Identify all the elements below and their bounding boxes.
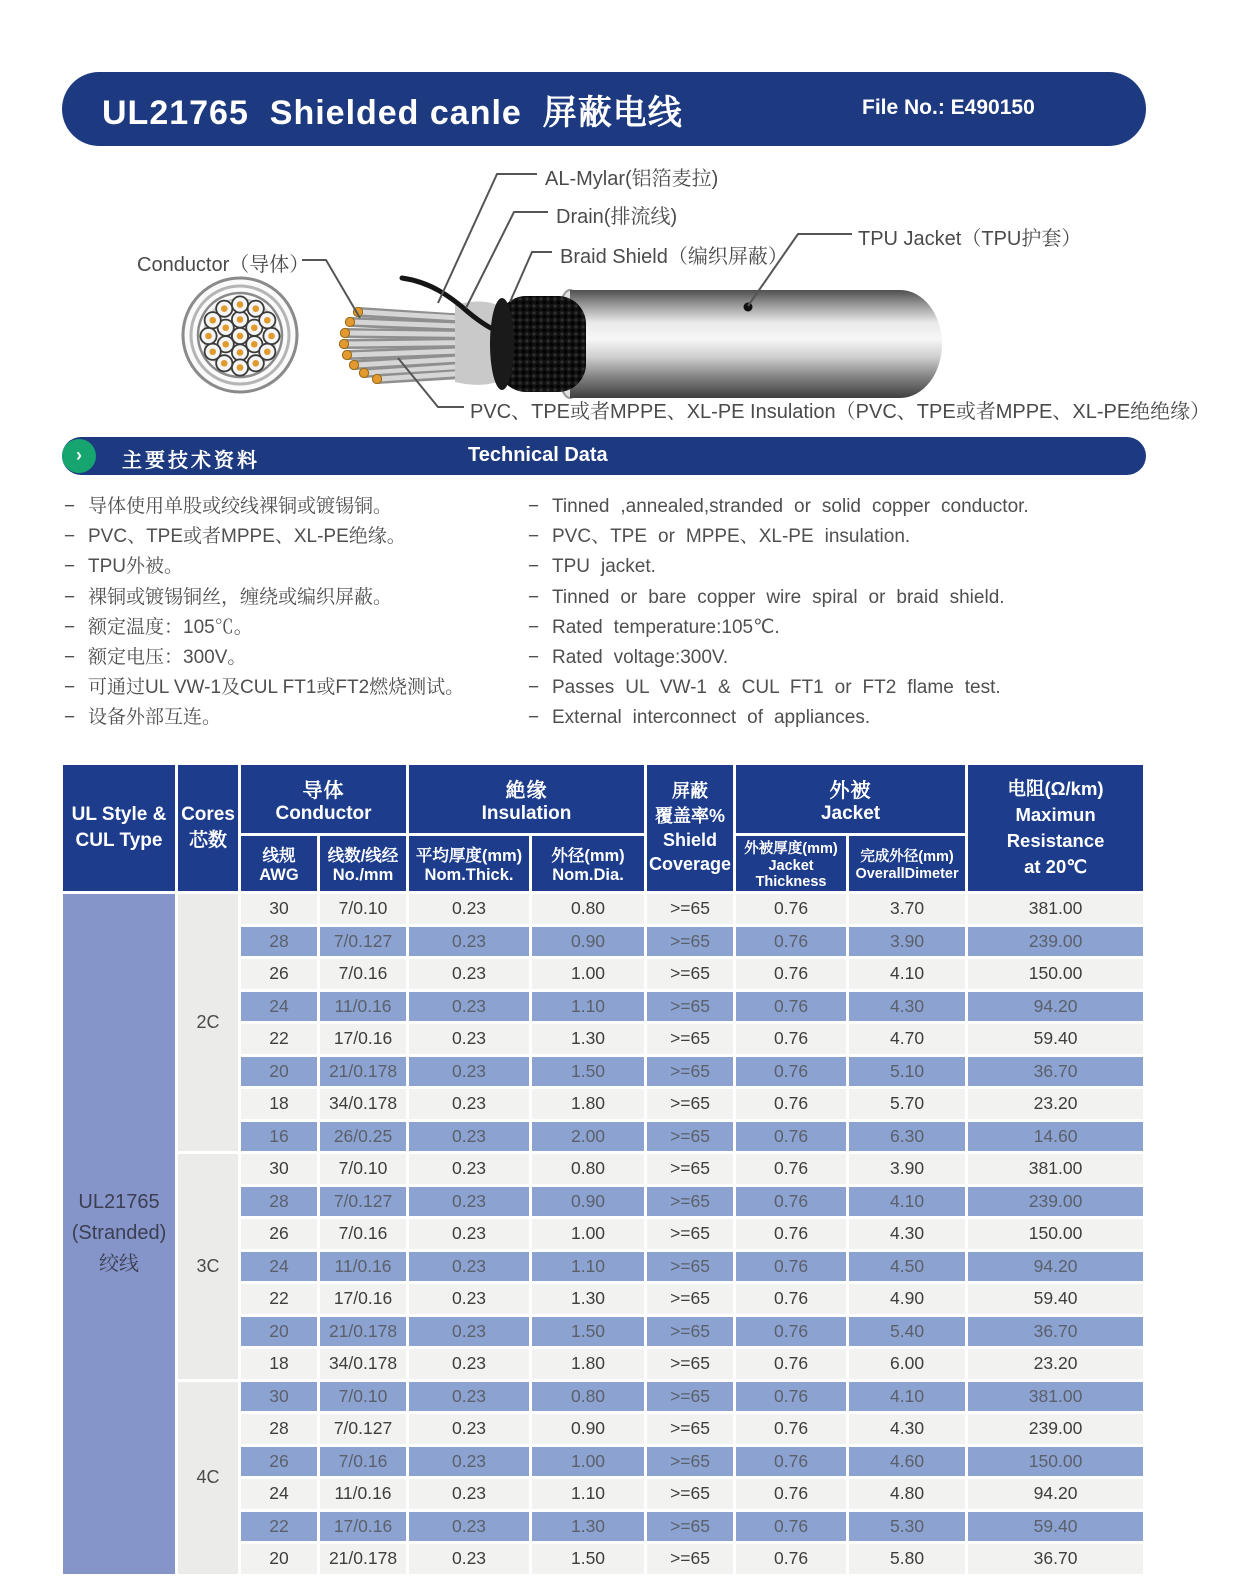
table-cell: 21/0.178	[320, 1057, 406, 1087]
table-cell: 0.76	[736, 1447, 846, 1477]
table-cell: 1.50	[532, 1317, 644, 1347]
feature-item-zh	[64, 613, 524, 643]
table-cell: 20	[241, 1317, 317, 1347]
table-cell: 7/0.10	[320, 1154, 406, 1184]
table-cell: 0.76	[736, 1024, 846, 1054]
table-cell: 17/0.16	[320, 1284, 406, 1314]
tpu-jacket-body	[570, 290, 900, 398]
bullet-dash: −	[528, 616, 540, 638]
feature-text: TPU jacket.	[552, 556, 656, 578]
table-cell: 7/0.16	[320, 959, 406, 989]
table-cell: 0.76	[736, 1317, 846, 1347]
col-header-awg: 线规 AWG	[241, 836, 317, 891]
feature-item-en	[528, 583, 1128, 613]
table-cell: >=65	[647, 1024, 733, 1054]
table-cell: 0.76	[736, 1544, 846, 1574]
table-cell: 0.76	[736, 927, 846, 957]
feature-item-en	[528, 522, 1128, 552]
bullet-dash: −	[528, 707, 540, 729]
bullet-dash: −	[528, 526, 540, 548]
table-cell: 7/0.16	[320, 1219, 406, 1249]
table-cell: 0.23	[409, 1057, 529, 1087]
table-cell: >=65	[647, 1544, 733, 1574]
table-cell: 11/0.16	[320, 1479, 406, 1509]
table-cell: 2.00	[532, 1122, 644, 1152]
table-cell: 0.76	[736, 1512, 846, 1542]
spec-table	[60, 762, 1146, 1577]
table-cell: 0.23	[409, 1219, 529, 1249]
table-cell: 0.76	[736, 1349, 846, 1379]
table-cell: 23.20	[968, 1349, 1143, 1379]
table-cell: 4.30	[849, 1219, 965, 1249]
bullet-dash: −	[64, 496, 76, 517]
cross-section	[183, 278, 297, 392]
table-cell: 22	[241, 1512, 317, 1542]
jacket-marker-dot	[744, 303, 753, 312]
table-cell: >=65	[647, 1414, 733, 1444]
table-cell: >=65	[647, 1057, 733, 1087]
chevron-circle-icon	[62, 439, 96, 473]
table-cell: 0.76	[736, 1284, 846, 1314]
table-cell: 4.50	[849, 1252, 965, 1282]
feature-text: Tinned ,annealed,stranded or solid copper conductor.	[552, 496, 1029, 517]
table-cell: 0.90	[532, 1187, 644, 1217]
table-cell: 381.00	[968, 1382, 1143, 1412]
table-cell: 0.76	[736, 1187, 846, 1217]
table-cell: 381.00	[968, 1154, 1143, 1184]
table-cell: 0.80	[532, 894, 644, 924]
spec-table-container	[60, 762, 1146, 1577]
table-cell: 1.80	[532, 1089, 644, 1119]
table-cell: 1.30	[532, 1024, 644, 1054]
feature-item-en	[528, 552, 1128, 582]
table-cell: 24	[241, 992, 317, 1022]
cores-cell-4C: 4C	[178, 1382, 238, 1574]
table-cell: 59.40	[968, 1284, 1143, 1314]
feature-text: External interconnect of appliances.	[552, 707, 871, 729]
table-cell: 5.30	[849, 1512, 965, 1542]
table-cell: 22	[241, 1284, 317, 1314]
label-drain: Drain(排流线)	[556, 206, 678, 228]
table-cell: 18	[241, 1089, 317, 1119]
feature-text: 设备外部互连。	[88, 707, 222, 729]
table-cell: 0.76	[736, 1089, 846, 1119]
table-cell: >=65	[647, 1154, 733, 1184]
table-cell: >=65	[647, 1252, 733, 1282]
table-row	[63, 894, 1143, 924]
table-cell: 26/0.25	[320, 1122, 406, 1152]
label-braid-shield: Braid Shield（编织屏蔽）	[560, 246, 788, 268]
table-cell: 0.23	[409, 1414, 529, 1444]
table-cell: 0.23	[409, 1089, 529, 1119]
table-cell: 1.00	[532, 1447, 644, 1477]
page-title: UL21765 Shielded canle 屏蔽电线	[102, 93, 683, 132]
table-cell: 1.50	[532, 1544, 644, 1574]
jacket-end-cap	[858, 290, 942, 398]
table-cell: 4.90	[849, 1284, 965, 1314]
table-cell: 150.00	[968, 1447, 1143, 1477]
table-cell: 4.10	[849, 959, 965, 989]
table-cell: 59.40	[968, 1512, 1143, 1542]
table-row	[63, 1382, 1143, 1412]
table-cell: >=65	[647, 1089, 733, 1119]
table-cell: >=65	[647, 1447, 733, 1477]
table-cell: 1.00	[532, 959, 644, 989]
feature-text: 可通过UL VW-1及CUL FT1或FT2燃烧测试。	[88, 677, 465, 699]
table-cell: 28	[241, 1414, 317, 1444]
table-cell: 7/0.127	[320, 1414, 406, 1444]
table-cell: 7/0.127	[320, 1187, 406, 1217]
table-cell: >=65	[647, 1219, 733, 1249]
section-title-en: Technical Data	[468, 444, 608, 466]
table-cell: 16	[241, 1122, 317, 1152]
table-cell: >=65	[647, 927, 733, 957]
table-cell: >=65	[647, 1382, 733, 1412]
table-cell: 1.10	[532, 1252, 644, 1282]
bullet-dash: −	[528, 556, 540, 578]
features-list-zh	[64, 492, 524, 734]
feature-text: Passes UL VW-1 & CUL FT1 or FT2 flame test.	[552, 677, 1001, 699]
feature-item-en	[528, 643, 1128, 673]
table-cell: 150.00	[968, 1219, 1143, 1249]
table-cell: 0.23	[409, 1154, 529, 1184]
feature-text: Rated temperature:105℃.	[552, 616, 780, 638]
col-header-shield-coverage: 屏蔽 覆盖率% Shield Coverage	[647, 765, 733, 891]
table-cell: 4.30	[849, 1414, 965, 1444]
table-cell: 94.20	[968, 1479, 1143, 1509]
features-list-en	[528, 492, 1128, 734]
table-cell: 0.23	[409, 1024, 529, 1054]
feature-item-en	[528, 492, 1128, 522]
table-cell: 0.23	[409, 1187, 529, 1217]
table-cell: >=65	[647, 894, 733, 924]
feature-text: TPU外被。	[88, 556, 184, 578]
feature-item-zh	[64, 583, 524, 613]
section-header-bar	[62, 437, 1146, 475]
table-cell: 20	[241, 1057, 317, 1087]
label-al-mylar: AL-Mylar(铝箔麦拉)	[545, 168, 719, 190]
table-cell: 0.76	[736, 1252, 846, 1282]
table-cell: 5.70	[849, 1089, 965, 1119]
col-header-cores: Cores 芯数	[178, 765, 238, 891]
table-cell: 1.80	[532, 1349, 644, 1379]
table-cell: 3.90	[849, 1154, 965, 1184]
table-cell: 0.80	[532, 1382, 644, 1412]
table-cell: 1.10	[532, 992, 644, 1022]
table-cell: 28	[241, 927, 317, 957]
table-cell: 30	[241, 1154, 317, 1184]
table-cell: 4.10	[849, 1382, 965, 1412]
table-cell: 0.23	[409, 894, 529, 924]
table-cell: >=65	[647, 1284, 733, 1314]
table-cell: 0.76	[736, 894, 846, 924]
ul-style-line: UL21765	[78, 1191, 160, 1214]
table-cell: 0.90	[532, 1414, 644, 1444]
table-cell: 24	[241, 1479, 317, 1509]
cores-cell-3C: 3C	[178, 1154, 238, 1379]
cable-diagram	[0, 150, 1244, 442]
table-cell: 30	[241, 894, 317, 924]
table-cell: 0.23	[409, 927, 529, 957]
table-cell: 7/0.127	[320, 927, 406, 957]
table-cell: 14.60	[968, 1122, 1143, 1152]
table-cell: 0.23	[409, 1349, 529, 1379]
table-cell: 36.70	[968, 1544, 1143, 1574]
table-cell: 24	[241, 1252, 317, 1282]
bullet-dash: −	[64, 526, 76, 548]
feature-item-en	[528, 613, 1128, 643]
table-cell: 0.76	[736, 1479, 846, 1509]
table-cell: 5.40	[849, 1317, 965, 1347]
col-group-jacket: 外被 Jacket	[736, 765, 965, 833]
table-cell: 381.00	[968, 894, 1143, 924]
ul-style-line: 绞线	[99, 1253, 139, 1276]
table-cell: 5.10	[849, 1057, 965, 1087]
table-cell: 26	[241, 1447, 317, 1477]
table-cell: 1.10	[532, 1479, 644, 1509]
table-cell: 94.20	[968, 992, 1143, 1022]
table-cell: >=65	[647, 1122, 733, 1152]
table-cell: 0.23	[409, 1447, 529, 1477]
feature-text: 裸铜或镀锡铜丝，缠绕或编织屏蔽。	[88, 586, 393, 608]
feature-item-zh	[64, 643, 524, 673]
table-cell: >=65	[647, 1512, 733, 1542]
table-cell: 3.70	[849, 894, 965, 924]
table-cell: 5.80	[849, 1544, 965, 1574]
table-cell: 11/0.16	[320, 992, 406, 1022]
feature-text: 额定温度：105℃。	[88, 616, 253, 638]
table-cell: 26	[241, 1219, 317, 1249]
feature-text: 额定电压：300V。	[88, 647, 247, 669]
table-cell: 0.76	[736, 1219, 846, 1249]
table-cell: 4.10	[849, 1187, 965, 1217]
table-cell: 0.76	[736, 1154, 846, 1184]
table-cell: 0.90	[532, 927, 644, 957]
feature-text: Tinned or bare copper wire spiral or braid shield.	[552, 586, 1005, 608]
table-cell: >=65	[647, 959, 733, 989]
table-cell: 94.20	[968, 1252, 1143, 1282]
table-cell: 0.80	[532, 1154, 644, 1184]
table-cell: 6.00	[849, 1349, 965, 1379]
table-cell: 28	[241, 1187, 317, 1217]
table-body	[63, 894, 1143, 1574]
table-cell: 239.00	[968, 1187, 1143, 1217]
col-group-insulation: 絶缘 Insulation	[409, 765, 644, 833]
table-cell: 4.70	[849, 1024, 965, 1054]
feature-item-zh	[64, 673, 524, 703]
table-cell: 6.30	[849, 1122, 965, 1152]
table-cell: 0.23	[409, 1252, 529, 1282]
col-header-resistance: 电阻(Ω/km) Maximun Resistance at 20℃	[968, 765, 1143, 891]
table-cell: 36.70	[968, 1057, 1143, 1087]
feature-item-zh	[64, 492, 524, 522]
feature-item-zh	[64, 703, 524, 733]
table-cell: 1.30	[532, 1284, 644, 1314]
table-cell: 7/0.16	[320, 1447, 406, 1477]
table-cell: 3.90	[849, 927, 965, 957]
bullet-dash: −	[64, 586, 76, 608]
bullet-dash: −	[528, 647, 540, 669]
feature-item-en	[528, 673, 1128, 703]
table-cell: 21/0.178	[320, 1317, 406, 1347]
title-banner	[62, 72, 1146, 146]
table-cell: 7/0.10	[320, 1382, 406, 1412]
col-header-jacket-thickness: 外被厚度(mm) Jacket Thickness	[736, 836, 846, 891]
table-cell: 21/0.178	[320, 1544, 406, 1574]
table-cell: >=65	[647, 1479, 733, 1509]
table-cell: 7/0.10	[320, 894, 406, 924]
feature-item-zh	[64, 552, 524, 582]
table-cell: 59.40	[968, 1024, 1143, 1054]
ul-style-cell	[63, 894, 175, 1574]
label-tpu-jacket: TPU Jacket（TPU护套）	[858, 228, 1082, 250]
bullet-dash: −	[64, 707, 76, 729]
table-cell: 0.76	[736, 1414, 846, 1444]
table-cell: 239.00	[968, 1414, 1143, 1444]
table-cell: 18	[241, 1349, 317, 1379]
table-cell: 34/0.178	[320, 1089, 406, 1119]
table-cell: 11/0.16	[320, 1252, 406, 1282]
table-cell: 0.23	[409, 1284, 529, 1314]
col-header-no-mm: 线数/线经 No./mm	[320, 836, 406, 891]
table-cell: 0.23	[409, 992, 529, 1022]
table-cell: >=65	[647, 1317, 733, 1347]
table-cell: 239.00	[968, 927, 1143, 957]
table-cell: >=65	[647, 992, 733, 1022]
col-header-nom-dia: 外径(mm) Nom.Dia.	[532, 836, 644, 891]
table-row	[63, 1154, 1143, 1184]
bullet-dash: −	[64, 647, 76, 669]
table-cell: 0.23	[409, 959, 529, 989]
label-conductor: Conductor（导体）	[137, 254, 310, 276]
table-cell: 26	[241, 959, 317, 989]
label-insulation: PVC、TPE或者MPPE、XL-PE Insulation（PVC、TPE或者MPPE、XL-PE绝绝缘）	[470, 401, 1211, 423]
feature-text: PVC、TPE or MPPE、XL-PE insulation.	[552, 526, 911, 548]
col-header-overall-diameter: 完成外径(mm) OverallDimeter	[849, 836, 965, 891]
table-cell: 0.76	[736, 1057, 846, 1087]
table-cell: 0.76	[736, 1122, 846, 1152]
table-cell: 17/0.16	[320, 1512, 406, 1542]
table-cell: >=65	[647, 1187, 733, 1217]
table-cell: 0.23	[409, 1512, 529, 1542]
feature-text: PVC、TPE或者MPPE、XL-PE绝缘。	[88, 526, 406, 548]
braid-edge	[490, 298, 514, 390]
feature-item-zh	[64, 522, 524, 552]
table-cell: 1.30	[532, 1512, 644, 1542]
bullet-dash: −	[64, 677, 76, 699]
table-cell: 0.76	[736, 1382, 846, 1412]
file-number: File No.: E490150	[862, 96, 1035, 119]
table-cell: 1.00	[532, 1219, 644, 1249]
feature-text: Rated voltage:300V.	[552, 647, 729, 669]
table-cell: 4.60	[849, 1447, 965, 1477]
chevron-right-icon: ›	[76, 445, 82, 465]
table-cell: 36.70	[968, 1317, 1143, 1347]
table-cell: 0.23	[409, 1122, 529, 1152]
table-cell: 150.00	[968, 959, 1143, 989]
table-cell: 0.23	[409, 1479, 529, 1509]
table-cell: 4.80	[849, 1479, 965, 1509]
table-cell: 23.20	[968, 1089, 1143, 1119]
bullet-dash: −	[528, 677, 540, 699]
col-header-ul-style: UL Style & CUL Type	[63, 765, 175, 891]
table-cell: 0.23	[409, 1382, 529, 1412]
feature-item-en	[528, 703, 1128, 733]
ul-style-line: (Stranded)	[71, 1222, 167, 1245]
table-cell: 20	[241, 1544, 317, 1574]
bullet-dash: −	[528, 586, 540, 608]
table-cell: 0.23	[409, 1544, 529, 1574]
cores-cell-2C: 2C	[178, 894, 238, 1151]
col-header-nom-thick: 平均厚度(mm) Nom.Thick.	[409, 836, 529, 891]
feature-text: 导体使用单股或绞线裸铜或镀锡铜。	[88, 496, 393, 517]
table-cell: 17/0.16	[320, 1024, 406, 1054]
table-cell: 22	[241, 1024, 317, 1054]
table-cell: 34/0.178	[320, 1349, 406, 1379]
bullet-dash: −	[528, 496, 540, 517]
bullet-dash: −	[64, 616, 76, 638]
col-group-conductor: 导体 Conductor	[241, 765, 406, 833]
section-title-zh: 主要技术资料	[122, 450, 260, 472]
table-cell: >=65	[647, 1349, 733, 1379]
table-cell: 1.50	[532, 1057, 644, 1087]
table-cell: 0.23	[409, 1317, 529, 1347]
table-cell: 0.76	[736, 959, 846, 989]
bullet-dash: −	[64, 556, 76, 578]
table-cell: 0.76	[736, 992, 846, 1022]
table-cell: 4.30	[849, 992, 965, 1022]
table-cell: 30	[241, 1382, 317, 1412]
